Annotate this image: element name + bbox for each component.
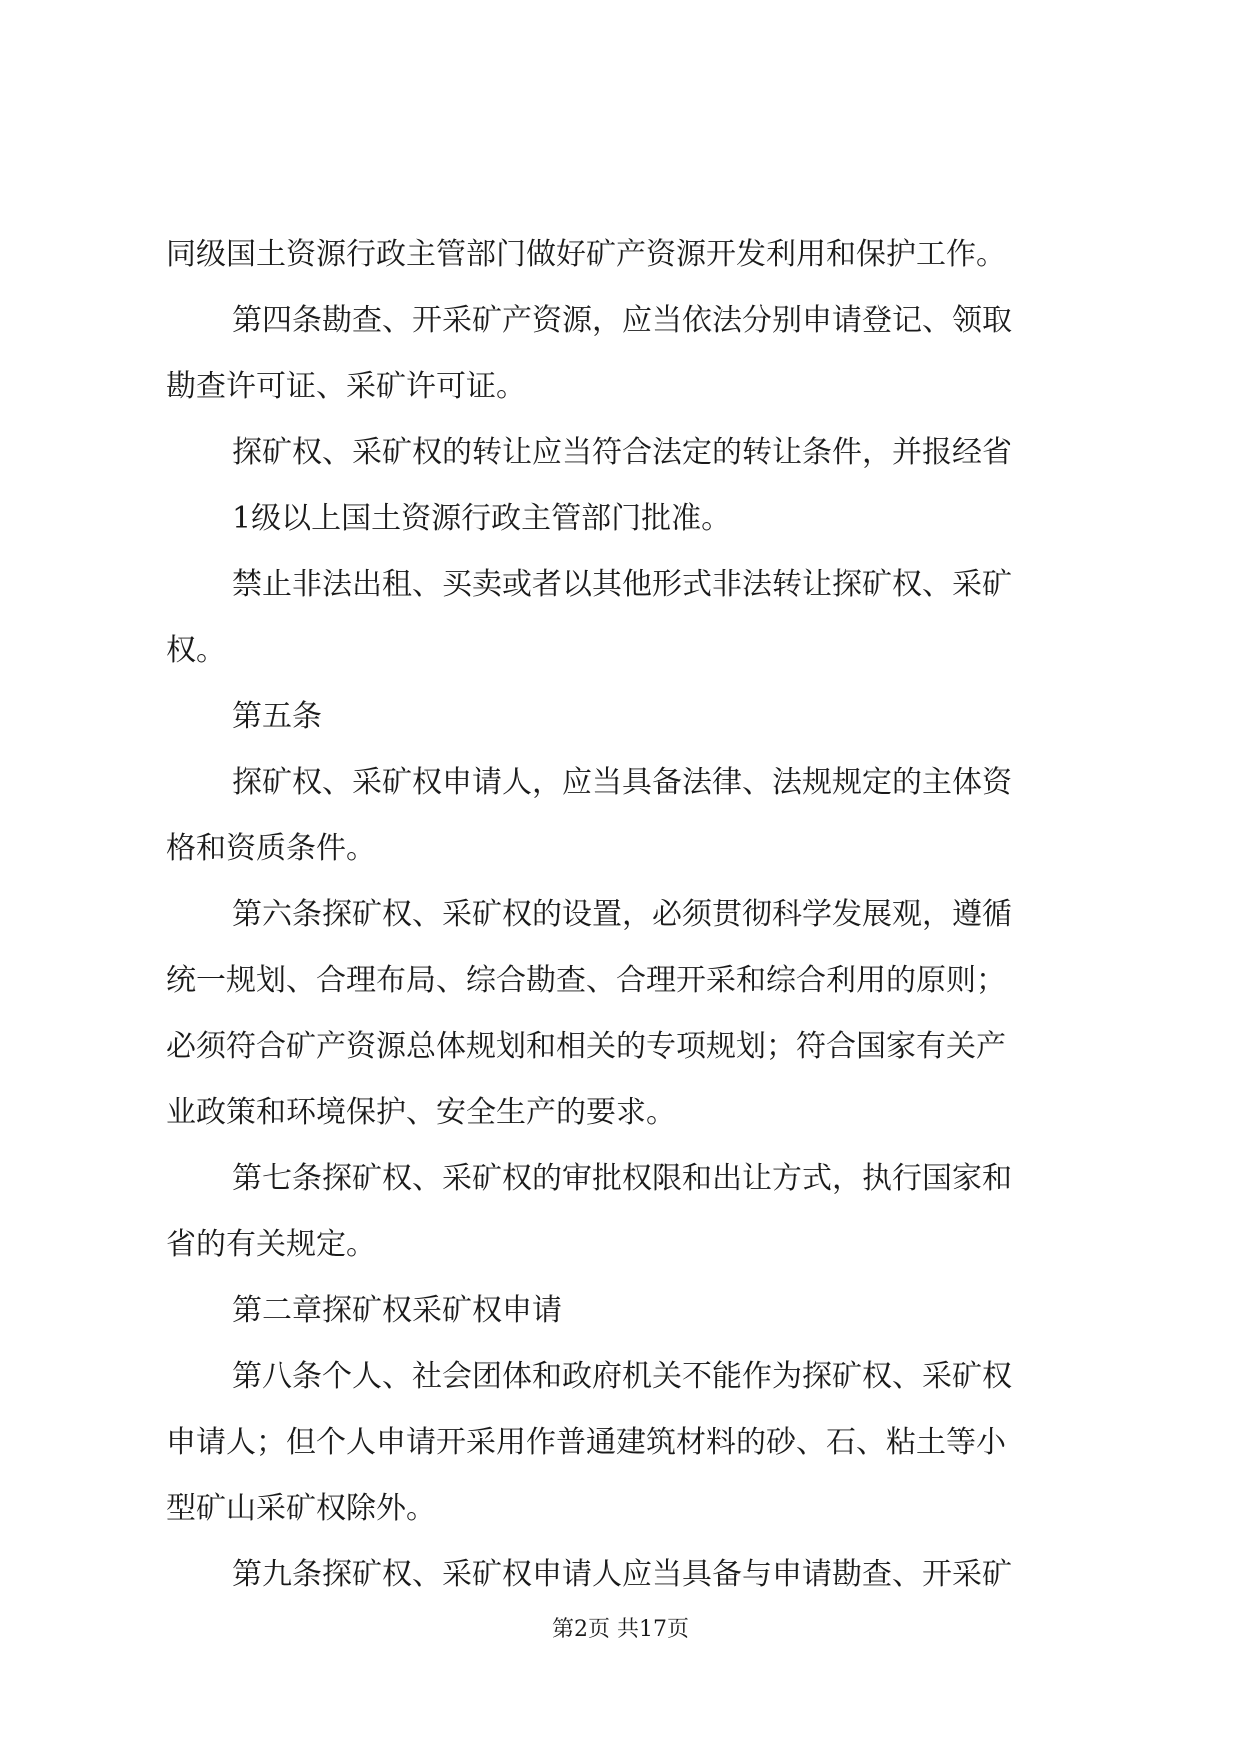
text-line: 第七条探矿权、采矿权的审批权限和出让方式，执行国家和 <box>232 1161 1012 1196</box>
text-line: 业政策和环境保护、安全生产的要求。 <box>166 1095 676 1130</box>
text-line: 第六条探矿权、采矿权的设置，必须贯彻科学发展观，遵循 <box>232 897 1012 932</box>
text-line: 探矿权、采矿权申请人，应当具备法律、法规规定的主体资 <box>232 765 1012 800</box>
text-line: 勘查许可证、采矿许可证。 <box>166 369 526 404</box>
text-line: 第八条个人、社会团体和政府机关不能作为探矿权、采矿权 <box>232 1359 1012 1394</box>
page-number-footer: 第2页 共17页 <box>552 1617 689 1642</box>
text-line: 禁止非法出租、买卖或者以其他形式非法转让探矿权、采矿 <box>232 567 1012 602</box>
text-line: 第九条探矿权、采矿权申请人应当具备与申请勘查、开采矿 <box>232 1557 1012 1592</box>
document-body <box>166 222 1086 1608</box>
chapter-heading: 第二章探矿权采矿权申请 <box>232 1293 562 1328</box>
text-line: 格和资质条件。 <box>166 831 376 866</box>
text-line: 1级以上国土资源行政主管部门批准。 <box>232 501 732 536</box>
text-line: 探矿权、采矿权的转让应当符合法定的转让条件，并报经省 <box>232 435 1012 470</box>
text-line: 同级国土资源行政主管部门做好矿产资源开发利用和保护工作。 <box>166 237 1006 272</box>
text-line: 权。 <box>166 633 226 668</box>
text-line: 省的有关规定。 <box>166 1227 376 1262</box>
text-line: 第四条勘查、开采矿产资源，应当依法分别申请登记、领取 <box>232 303 1012 338</box>
text-line: 必须符合矿产资源总体规划和相关的专项规划；符合国家有关产 <box>166 1029 1006 1064</box>
text-line: 申请人；但个人申请开采用作普通建筑材料的砂、石、粘土等小 <box>166 1425 1006 1460</box>
text-line: 统一规划、合理布局、综合勘查、合理开采和综合利用的原则； <box>166 963 1006 998</box>
text-line: 型矿山采矿权除外。 <box>166 1491 436 1526</box>
article-heading: 第五条 <box>232 699 322 734</box>
